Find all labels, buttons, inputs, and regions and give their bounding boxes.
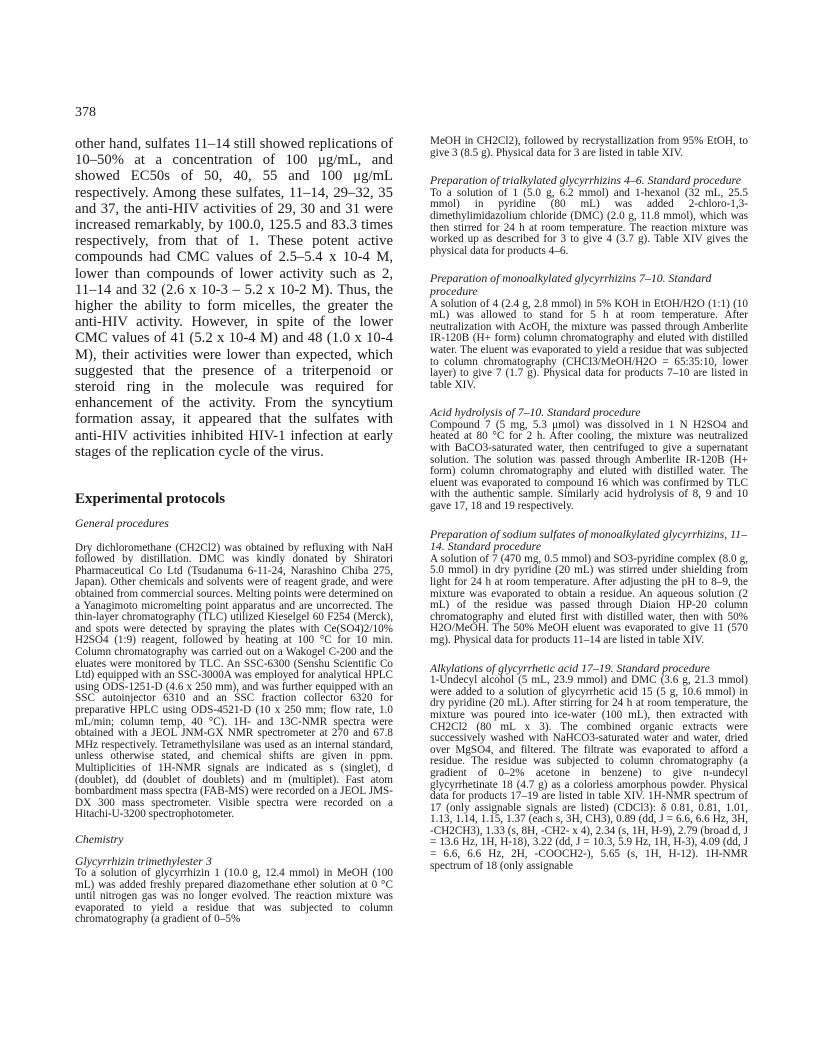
procedure-heading: Preparation of sodium sulfates of monoalkylated glycyrrhizins, 11–14. Standard procedure — [430, 526, 747, 554]
right-column — [430, 136, 748, 872]
paragraph: MeOH in CH2Cl2), followed by recrystallization from 95% EtOH, to give 3 (8.5 g). Physical data for 3 are listed in table XIV. — [430, 135, 748, 159]
procedure-heading: Alkylations of glycyrrhetic acid 17–19. Standard procedure — [430, 660, 710, 675]
left-column — [75, 136, 393, 926]
paragraph: To a solution of 1 (5.0 g, 6.2 mmol) and 1-hexanol (32 mL, 25.5 mmol) in pyridine (80 mL) was added 2-chloro-1,3-dimethylimidazolium chloride (DMC) (2.0 g, 11.8 mmol), which was then stirred for 24 h at room temperature. The reaction mixture was worked up as described for 3 to give 4 (3.7 g). Table XIV gives the physical data for products 4–6. — [430, 186, 748, 257]
procedure-heading: Glycyrrhizin trimethylester 3 — [75, 853, 212, 868]
paragraph: A solution of 4 (2.4 g, 2.8 mmol) in 5% KOH in EtOH/H2O (1:1) (10 mL) was allowed to stand for 5 h at room temperature. After neutralization with AcOH, the mixture was passed through Amberlite IR-120B (H+ form) column chromatography and eluted with distilled water. The eluent was evaporated to yield a residue that was subjected to column chromatography (CHCl3/MeOH/H2O = 65:35:10, lower layer) to give 7 (1.7 g). Physical data for products 7–10 are listed in table XIV. — [430, 297, 748, 391]
subsection-heading: Chemistry — [75, 831, 124, 846]
paragraph: Compound 7 (5 mg, 5.3 μmol) was dissolved in 1 N H2SO4 and heated at 80 °C for 2 h. After cooling, the mixture was neutralized with BaCO3-saturated water, then centrifuged to give a supernatant solution. The solution was passed through Amberlite IR-120B (H+ form) column chromatography and eluted with distilled water. The eluent was evaporated to compound 16 which was confirmed by TLC with the authentic sample. Similarly acid hydrolysis of 8, 9 and 10 gave 17, 18 and 19 respectively. — [430, 418, 748, 513]
page-number: 378 — [75, 105, 96, 120]
paragraph: A solution of 7 (470 mg, 0.5 mmol) and SO3-pyridine complex (8.0 g, 5.0 mmol) in dry pyridine (20 mL) was stirred under shielding from light for 24 h at room temperature. After adjusting the pH to 8–9, the mixture was evaporated to obtain a residue. An aqueous solution (2 mL) of the residue was passed through Diaion HP-20 column chromatography and eluted first with distilled water, then with 50% H2O/MeOH. The 50% MeOH eluent was evaporated to give 11 (570 mg). Physical data for products 11–14 are listed in table XIV. — [430, 552, 748, 646]
paragraph: 1-Undecyl alcohol (5 mL, 23.9 mmol) and DMC (3.6 g, 21.3 mmol) were added to a solution of glycyrrhetic acid 15 (5 g, 10.6 mmol) in dry pyridine (20 mL). After stirring for 24 h at room temperature, the mixture was poured into ice-water (100 mL), then extracted with CH2Cl2 (80 mL x 3). The combined organic extracts were successively washed with NaHCO3-saturated water and water, dried over MgSO4, and filtered. The filtrate was evaporated to afford a residue. The residue was subjected to column chromatography (a gradient of 0–2% acetone in benzene) to give n-undecyl glycyrrhetinate 18 (4.7 g) as a colorless amorphous powder. Physical data for products 17–19 are listed in table XIV. 1H-NMR spectrum of 17 (only assignable signals are listed) (CDCl3): δ 0.81, 0.81, 1.01, 1.13, 1.14, 1.15, 1.37 (each s, 3H, CH3), 0.89 (dd, J = 6.6, 6.6 Hz, 3H, -CH2CH3), 1.33 (s, 8H, -CH2- x 4), 2.34 (s, 1H, H-9), 2.79 (broad d, J = 13.6 Hz, 1H, H-18), 3.22 (dd, J = 10.3, 5.9 Hz, 1H, H-3), 4.09 (dd, J = 6.6, 6.6 Hz, 2H, -COOCH2-), 5.65 (s, 1H, H-12). 1H-NMR spectrum of 18 (only assignable — [430, 674, 748, 872]
procedure-heading: Preparation of trialkylated glycyrrhizins 4–6. Standard procedure — [430, 173, 741, 188]
spacer — [75, 531, 393, 543]
procedure-heading: Acid hydrolysis of 7–10. Standard procedure — [430, 405, 641, 420]
procedure-heading: Preparation of monoalkylated glycyrrhizins 7–10. Standard procedure — [430, 271, 712, 298]
paragraph: Dry dichloromethane (CH2Cl2) was obtained by refluxing with NaH followed by distillation. DMC was kindly donated by Shiratori Pharmaceutical Co Ltd (Tsudanuma 6-11-24, Narashino Chiba 275, Japan). Other chemicals and solvents were of reagent grade, and were obtained from commercial sources. Melting points were determined on a Yanagimoto micromelting point apparatus and are uncorrected. The thin-layer chromatography (TLC) utilized Kieselgel 60 F254 (Merck), and spots were detected by spraying the plates with Ce(SO4)2/10% H2SO4 (1:9) reagent, followed by heating at 100 °C for 10 min. Column chromatography was carried out on a Wakogel C-200 and the eluates were monitored by TLC. An SSC-6300 (Senshu Scientific Co Ltd) equipped with an SSC-3000A was employed for analytical HPLC using ODS-1251-D (4.6 x 250 mm), and was further equipped with an SSC autoinjector 6310 and an SSC fraction collector 6320 for preparative HPLC using ODS-4521-D (10 x 250 mm; flow rate, 1.0 mL/min; column temp, 40 °C). 1H- and 13C-NMR spectra were obtained with a JEOL JNM-GX NMR spectrometer at 270 and 67.8 MHz respectively. Tetramethylsilane was used as an internal standard, unless otherwise stated, and chemical shifts are given in ppm. Multiplicities of 1H-NMR signals are indicated as s (singlet), d (doublet), dd (doublet of doublets) and m (multiplet). Fast atom bombardment mass spectra (FAB-MS) were recorded on a JEOL JMS-DX 300 mass spectrometer. Visible spectra were recorded on a Hitachi-U-3200 spectrophotometer. — [75, 541, 393, 821]
section-heading: Experimental protocols — [75, 491, 226, 508]
subsection-heading: General procedures — [75, 516, 169, 531]
paragraph: To a solution of glycyrrhizin 1 (10.0 g, 12.4 mmol) in MeOH (100 mL) was added freshly prepared diazomethane ether solution at 0 °C until nitrogen gas was no longer evolved. The reaction mixture was evaporated to yield a residue that was subjected to column chromatography (a gradient of 0–5% — [75, 867, 393, 926]
discussion-paragraph: other hand, sulfates 11–14 still showed replications of 10–50% at a concentration of 100 μg/mL, and showed EC50s of 50, 40, 55 and 100 μg/mL respectively. Among these sulfates, 11–14, 29–32, 35 and 37, the anti-HIV activities of 29, 30 and 31 were increased remarkably, by 100.0, 125.5 and 83.3 times respectively, from that of 1. These potent active compounds had CMC values of 2.5–5.4 x 10-4 M, lower than compounds of lower activity such as 2, 11–14 and 32 (2.6 x 10-3 – 5.2 x 10-2 M). Thus, the higher the ability to form micelles, the greater the anti-HIV activity. However, in spite of the lower CMC values of 41 (5.2 x 10-4 M) and 48 (1.0 x 10-4 M), their activities were lower than expected, which suggested that the presence of a triterpenoid or steroid ring in the molecule was required for enhancement of the activity. From the syncytium formation assay, it appeared that the sulfates with anti-HIV activities inhibited HIV-1 infection at early stages of the replication cycle of the virus. — [75, 136, 393, 460]
